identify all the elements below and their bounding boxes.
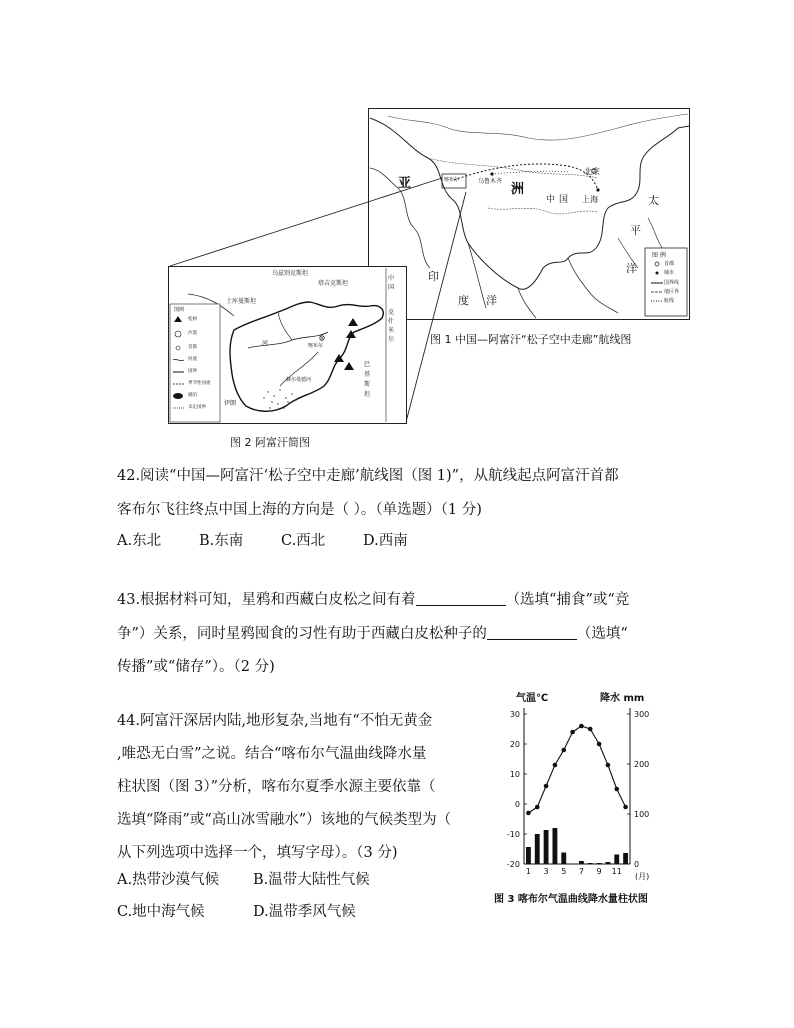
precipitation-bar <box>623 853 628 864</box>
fig2-legend-item: 国界 <box>188 369 197 374</box>
fig1-legend-title: 图 例 <box>652 252 666 259</box>
chart-left-tick-label: -20 <box>506 860 520 869</box>
fig1-label-indian1: 印 <box>428 270 439 283</box>
fig2-legend-item: 河流 <box>188 357 197 362</box>
fig2-label-kabul: 喀布尔 <box>308 343 324 349</box>
q43-blank-2[interactable] <box>487 623 577 640</box>
fig1-label-country: 国 <box>559 195 569 205</box>
fig2-label-china: 中国 <box>388 275 395 291</box>
q44-option-a[interactable]: A.热带沙漠气候 <box>117 872 220 888</box>
q42-option-b[interactable]: B.东南 <box>199 533 244 549</box>
fig1-label-pacific1: 太 <box>648 194 659 207</box>
temperature-line <box>528 726 625 813</box>
fig2-label-turkmenistan: 土库曼斯坦 <box>226 298 257 305</box>
chart-right-tick-label: 200 <box>634 760 650 769</box>
chart-x-tick-label: 7 <box>578 867 584 876</box>
q43-line-2-text-b: （选填“ <box>576 626 628 642</box>
q44-line-2: ,唯恐无白雪”之说。结合“喀布尔气温曲线降水量 <box>117 746 427 762</box>
q42-option-c[interactable]: C.西北 <box>281 533 326 549</box>
fig1-label-beijing: 北京 <box>584 167 600 176</box>
fig2-label-kashmir: 克什米尔 <box>388 309 395 343</box>
fig2-legend-item: 首都 <box>188 345 197 350</box>
q42-option-a[interactable]: A.东北 <box>117 533 162 549</box>
q44-option-d[interactable]: D.温带季风气候 <box>253 904 356 920</box>
fig1-label-urumqi: 乌鲁木齐 <box>478 178 503 185</box>
chart-left-tick-label: 20 <box>509 740 520 749</box>
temperature-point <box>606 763 611 768</box>
q44-line-1: 44.阿富汗深居内陆,地形复杂,当地有“不怕无黄金 <box>117 713 433 729</box>
q43-line-3: 传播”或“储存”）。（2 分) <box>117 659 275 675</box>
q42-option-d[interactable]: D.西南 <box>363 533 408 549</box>
chart-left-tick-label: 30 <box>509 710 520 719</box>
q43-line-1 <box>117 583 629 617</box>
q44-options-row-2 <box>117 895 356 929</box>
chart-left-tick-label: 10 <box>509 770 520 779</box>
chart-left-axis-label: 气温℃ <box>516 693 549 704</box>
precipitation-bar <box>535 834 540 864</box>
fig1-legend-item: 航线 <box>664 298 675 304</box>
temperature-point <box>526 811 531 816</box>
q43-line-2-text-a: 争”）关系，同时星鸦囤食的习性有助于西藏白皮松种子的 <box>117 626 487 642</box>
figure1-caption: 图 1 中国—阿富汗“松子空中走廊”航线图 <box>430 333 632 346</box>
temperature-point <box>570 730 575 735</box>
precipitation-bar <box>544 830 549 864</box>
fig2-label-uzbekistan: 乌兹别克斯坦 <box>272 270 309 277</box>
q42-line-1: 42.阅读“中国—阿富汗‘松子空中走廊’航线图（图 1)”，从航线起点阿富汗首都 <box>117 468 619 484</box>
chart-right-axis-label: 降水 mm <box>600 693 645 704</box>
fig1-legend-item: 地区界 <box>664 289 680 295</box>
temperature-point <box>579 724 584 729</box>
q44-line-5: 从下列选项中选择一个，填写字母）。（3 分) <box>117 845 398 861</box>
q43-line-1-text-b: （选填“捕食”或“竞 <box>505 592 630 608</box>
precipitation-bar <box>570 864 575 865</box>
figure3-climate-chart <box>490 688 690 910</box>
precipitation-bar <box>561 853 566 865</box>
temperature-point <box>614 787 619 792</box>
precipitation-bar <box>588 863 593 864</box>
fig1-label-pacific3: 洋 <box>626 262 637 275</box>
precipitation-bar <box>579 861 584 864</box>
figure2-map-drawing <box>168 266 407 424</box>
temperature-point <box>623 805 628 810</box>
temperature-point <box>544 784 549 789</box>
temperature-point <box>535 805 540 810</box>
fig1-legend-item: 首都 <box>664 261 675 267</box>
temperature-point <box>553 763 558 768</box>
chart-right-tick-label: 0 <box>634 860 640 869</box>
chart-month-unit: (月) <box>635 872 650 881</box>
fig2-legend-item: 沙漠 <box>188 331 197 336</box>
q44-line-3: 柱状图（图 3）”分析，喀布尔夏季水源主要依靠（ <box>117 779 436 795</box>
q43-blank-1[interactable] <box>416 589 506 606</box>
climate-chart-svg <box>490 688 690 888</box>
fig1-label-shanghai: 上海 <box>582 195 598 204</box>
fig1-legend-item: 国界线 <box>664 280 680 286</box>
fig2-legend-item: 季节性河流 <box>188 381 211 386</box>
precipitation-bar <box>597 863 602 864</box>
fig2-label-pakistan: 巴基斯坦 <box>364 361 371 398</box>
fig1-label-indian2: 度 <box>458 294 469 307</box>
q42-line-2: 客布尔飞往终点中国上海的方向是（ ）。（单选题）（1 分) <box>117 502 482 518</box>
shanghai-city-icon <box>596 188 599 191</box>
fig2-legend-item: 湖泊 <box>188 393 197 398</box>
fig1-label-asia: 亚 <box>398 176 412 191</box>
fig1-label-kabul: 喀布尔 <box>444 177 460 183</box>
temperature-point <box>588 727 593 732</box>
chart-left-tick-label: -10 <box>506 830 520 839</box>
fig2-legend-title: 图例 <box>174 307 185 313</box>
q44-option-b[interactable]: B.温带大陆性气候 <box>253 872 370 888</box>
chart-x-tick-label: 1 <box>525 867 531 876</box>
figure3-caption: 图 3 喀布尔气温曲线降水量柱状图 <box>494 894 648 905</box>
precipitation-bar <box>526 847 531 864</box>
chart-x-tick-label: 5 <box>561 867 567 876</box>
q43-line-2 <box>117 617 628 651</box>
fig2-label-tajikistan: 塔吉克斯坦 <box>318 280 349 287</box>
q44-options-row-1 <box>117 863 370 897</box>
figure2-afghanistan-map <box>168 266 407 424</box>
fig2-label-iran: 伊朗 <box>224 400 237 407</box>
fig1-label-indian3: 洋 <box>486 294 497 307</box>
q44-option-c[interactable]: C.地中海气候 <box>117 904 205 920</box>
precipitation-bar <box>614 855 619 865</box>
chart-x-tick-label: 9 <box>596 867 602 876</box>
fig1-legend-item: 城市 <box>664 270 675 276</box>
chart-left-tick-label: 0 <box>514 800 520 809</box>
precipitation-bar <box>552 828 557 864</box>
fig2-legend-item: 松树 <box>188 317 197 322</box>
chart-right-tick-label: 300 <box>634 710 650 719</box>
q44-line-4: 选填“降雨”或“高山冰雪融水”）该地的气候类型为（ <box>117 812 452 828</box>
fig1-label-continent: 洲 <box>511 182 525 197</box>
fig1-label-china: 中 <box>546 195 556 205</box>
fig2-label-river: 河 <box>262 340 269 347</box>
precipitation-bar <box>605 862 610 864</box>
chart-x-tick-label: 11 <box>611 867 622 876</box>
temperature-point <box>561 748 566 753</box>
fig2-legend-item: 未定国界 <box>188 405 206 410</box>
q43-line-1-text-a: 43.根据材料可知，星鸦和西藏白皮松之间有着 <box>117 592 416 608</box>
fig1-label-pacific2: 平 <box>630 224 641 237</box>
figure2-caption: 图 2 阿富汗简图 <box>230 436 310 449</box>
q42-options <box>117 524 408 558</box>
chart-right-tick-label: 100 <box>634 810 650 819</box>
chart-x-tick-label: 3 <box>543 867 549 876</box>
temperature-point <box>597 742 602 747</box>
fig2-label-helmand: 赫尔曼德河 <box>286 377 312 383</box>
